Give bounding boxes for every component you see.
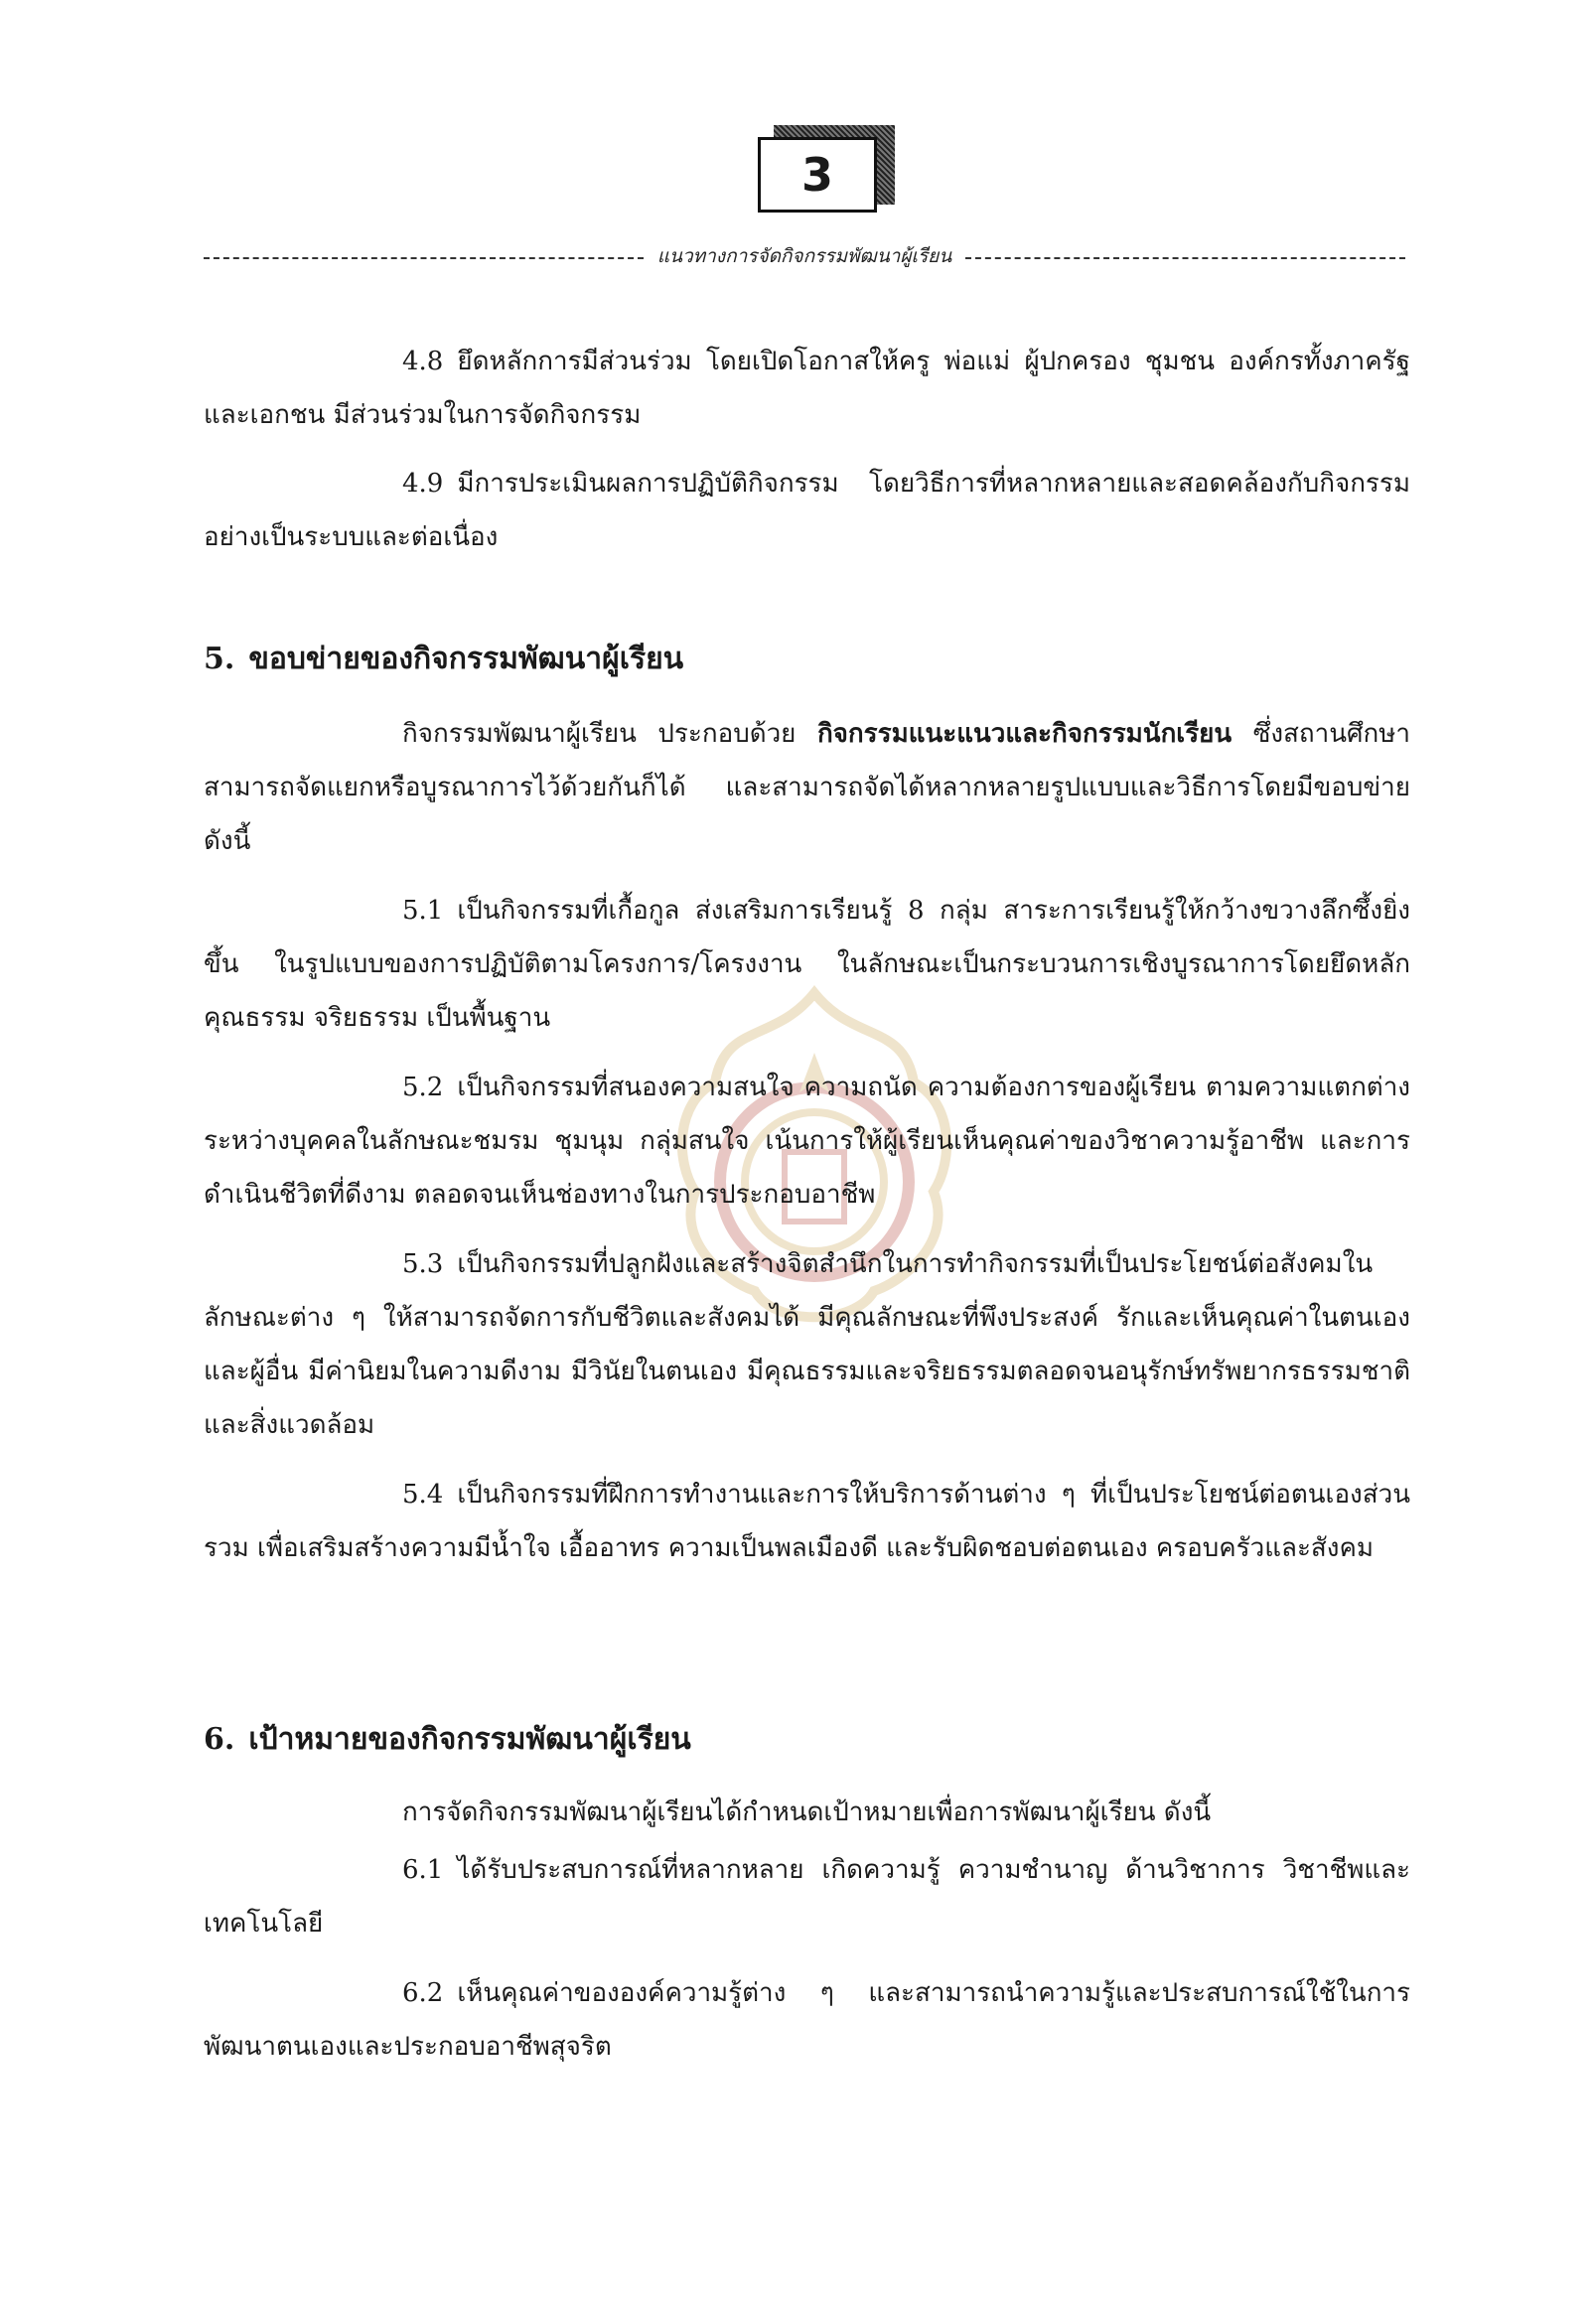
header-rule-left — [204, 257, 644, 259]
section-6-intro — [204, 1786, 1410, 1839]
page-number: 3 — [758, 137, 877, 213]
item-number: 4.9 — [402, 469, 444, 499]
item-5-1 — [204, 884, 1410, 1045]
item-number: 5.3 — [402, 1249, 444, 1279]
section-5-intro — [204, 707, 1410, 868]
item-text: เป็นกิจกรรมที่สนองความสนใจ ความถนัด ความต้องการของผู้เรียน ตามความแตกต่างระหว่างบุคคลในลักษณะชมรม ชุมนุม กลุ่มสนใจ เน้นการให้ผู้เรียนเห็นคุณค่าของวิชาความรู้อาชีพ และการดำเนินชีวิตที่ดีงาม ตลอดจนเห็นช่องทางในการประกอบอาชีพ — [204, 1073, 1410, 1210]
page-number-box — [758, 125, 897, 215]
section-number: 6. — [204, 1722, 235, 1757]
section-5-heading — [204, 640, 1395, 679]
intro-text-c: ซึ่งสถานศึกษาสามารถจัดแยกหรือบูรณาการไว้ด้วยกันก็ได้ และสามารถจัดได้หลากหลายรูปแบบและวิธีการโดยมีขอบข่ายดังนี้ — [204, 719, 1411, 856]
item-number: 5.1 — [402, 896, 444, 926]
intro-text: การจัดกิจกรรมพัฒนาผู้เรียนได้กำหนดเป้าหมายเพื่อการพัฒนาผู้เรียน ดังนี้ — [402, 1798, 1212, 1827]
item-number: 4.8 — [402, 347, 444, 376]
item-text: เห็นคุณค่าขององค์ความรู้ต่าง ๆ และสามารถนำความรู้และประสบการณ์ใช้ในการพัฒนาตนเองและประกอบอาชีพสุจริต — [204, 1978, 1410, 2062]
item-text: เป็นกิจกรรมที่เกื้อกูล ส่งเสริมการเรียนรู้ 8 กลุ่ม สาระการเรียนรู้ให้กว้างขวางลึกซึ้งยิ่งขึ้น ในรูปแบบของการปฏิบัติตามโครงการ/โครงงาน ในลักษณะเป็นกระบวนการเชิงบูรณาการโดยยึดหลักคุณธรรม จริยธรรม เป็นพื้นฐาน — [204, 896, 1410, 1033]
running-header-text: แนวทางการจัดกิจกรรมพัฒนาผู้เรียน — [656, 245, 952, 267]
item-6-1 — [204, 1843, 1410, 1950]
section-6-heading — [204, 1720, 1395, 1760]
item-4-9 — [204, 457, 1410, 564]
intro-text-bold: กิจกรรมแนะแนวและกิจกรรมนักเรียน — [816, 719, 1233, 749]
header-rule-right — [965, 257, 1405, 259]
item-text: ได้รับประสบการณ์ที่หลากหลาย เกิดความรู้ ความชำนาญ ด้านวิชาการ วิชาชีพและเทคโนโลยี — [204, 1855, 1410, 1939]
section-number: 5. — [204, 642, 235, 676]
item-text: มีการประเมินผลการปฏิบัติกิจกรรม โดยวิธีการที่หลากหลายและสอดคล้องกับกิจกรรมอย่างเป็นระบบและต่อเนื่อง — [204, 469, 1410, 552]
section-title: เป้าหมายของกิจกรรมพัฒนาผู้เรียน — [248, 1722, 691, 1757]
item-number: 6.2 — [402, 1978, 444, 2008]
item-6-2 — [204, 1966, 1410, 2074]
item-text: เป็นกิจกรรมที่ปลูกฝังและสร้างจิตสำนึกในการทำกิจกรรมที่เป็นประโยชน์ต่อสังคมในลักษณะต่าง ๆ ให้สามารถจัดการกับชีวิตและสังคมได้ มีคุณลักษณะที่พึงประสงค์ รักและเห็นคุณค่าในตนเองและผู้อื่น มีค่านิยมในความดีงาม มีวินัยในตนเอง มีคุณธรรมและจริยธรรมตลอดจนอนุรักษ์ทรัพยากรธรรมชาติและสิ่งแวดล้อม — [204, 1249, 1410, 1440]
item-number: 5.2 — [402, 1073, 444, 1102]
item-text: เป็นกิจกรรมที่ฝึกการทำงานและการให้บริการด้านต่าง ๆ ที่เป็นประโยชน์ต่อตนเองส่วนรวม เพื่อเสริมสร้างความมีน้ำใจ เอื้ออาทร ความเป็นพลเมืองดี และรับผิดชอบต่อตนเอง ครอบครัวและสังคม — [204, 1480, 1410, 1563]
item-5-3 — [204, 1237, 1410, 1452]
item-5-2 — [204, 1061, 1410, 1222]
running-header — [204, 241, 1405, 271]
intro-text-a: กิจกรรมพัฒนาผู้เรียน ประกอบด้วย — [402, 719, 817, 749]
item-number: 6.1 — [402, 1855, 444, 1885]
section-title: ขอบข่ายของกิจกรรมพัฒนาผู้เรียน — [248, 642, 684, 676]
item-4-8 — [204, 335, 1410, 442]
item-text: ยึดหลักการมีส่วนร่วม โดยเปิดโอกาสให้ครู พ่อแม่ ผู้ปกครอง ชุมชน องค์กรทั้งภาครัฐและเอกชน มีส่วนร่วมในการจัดกิจกรรม — [204, 347, 1410, 430]
item-5-4 — [204, 1468, 1410, 1575]
item-number: 5.4 — [402, 1480, 444, 1510]
